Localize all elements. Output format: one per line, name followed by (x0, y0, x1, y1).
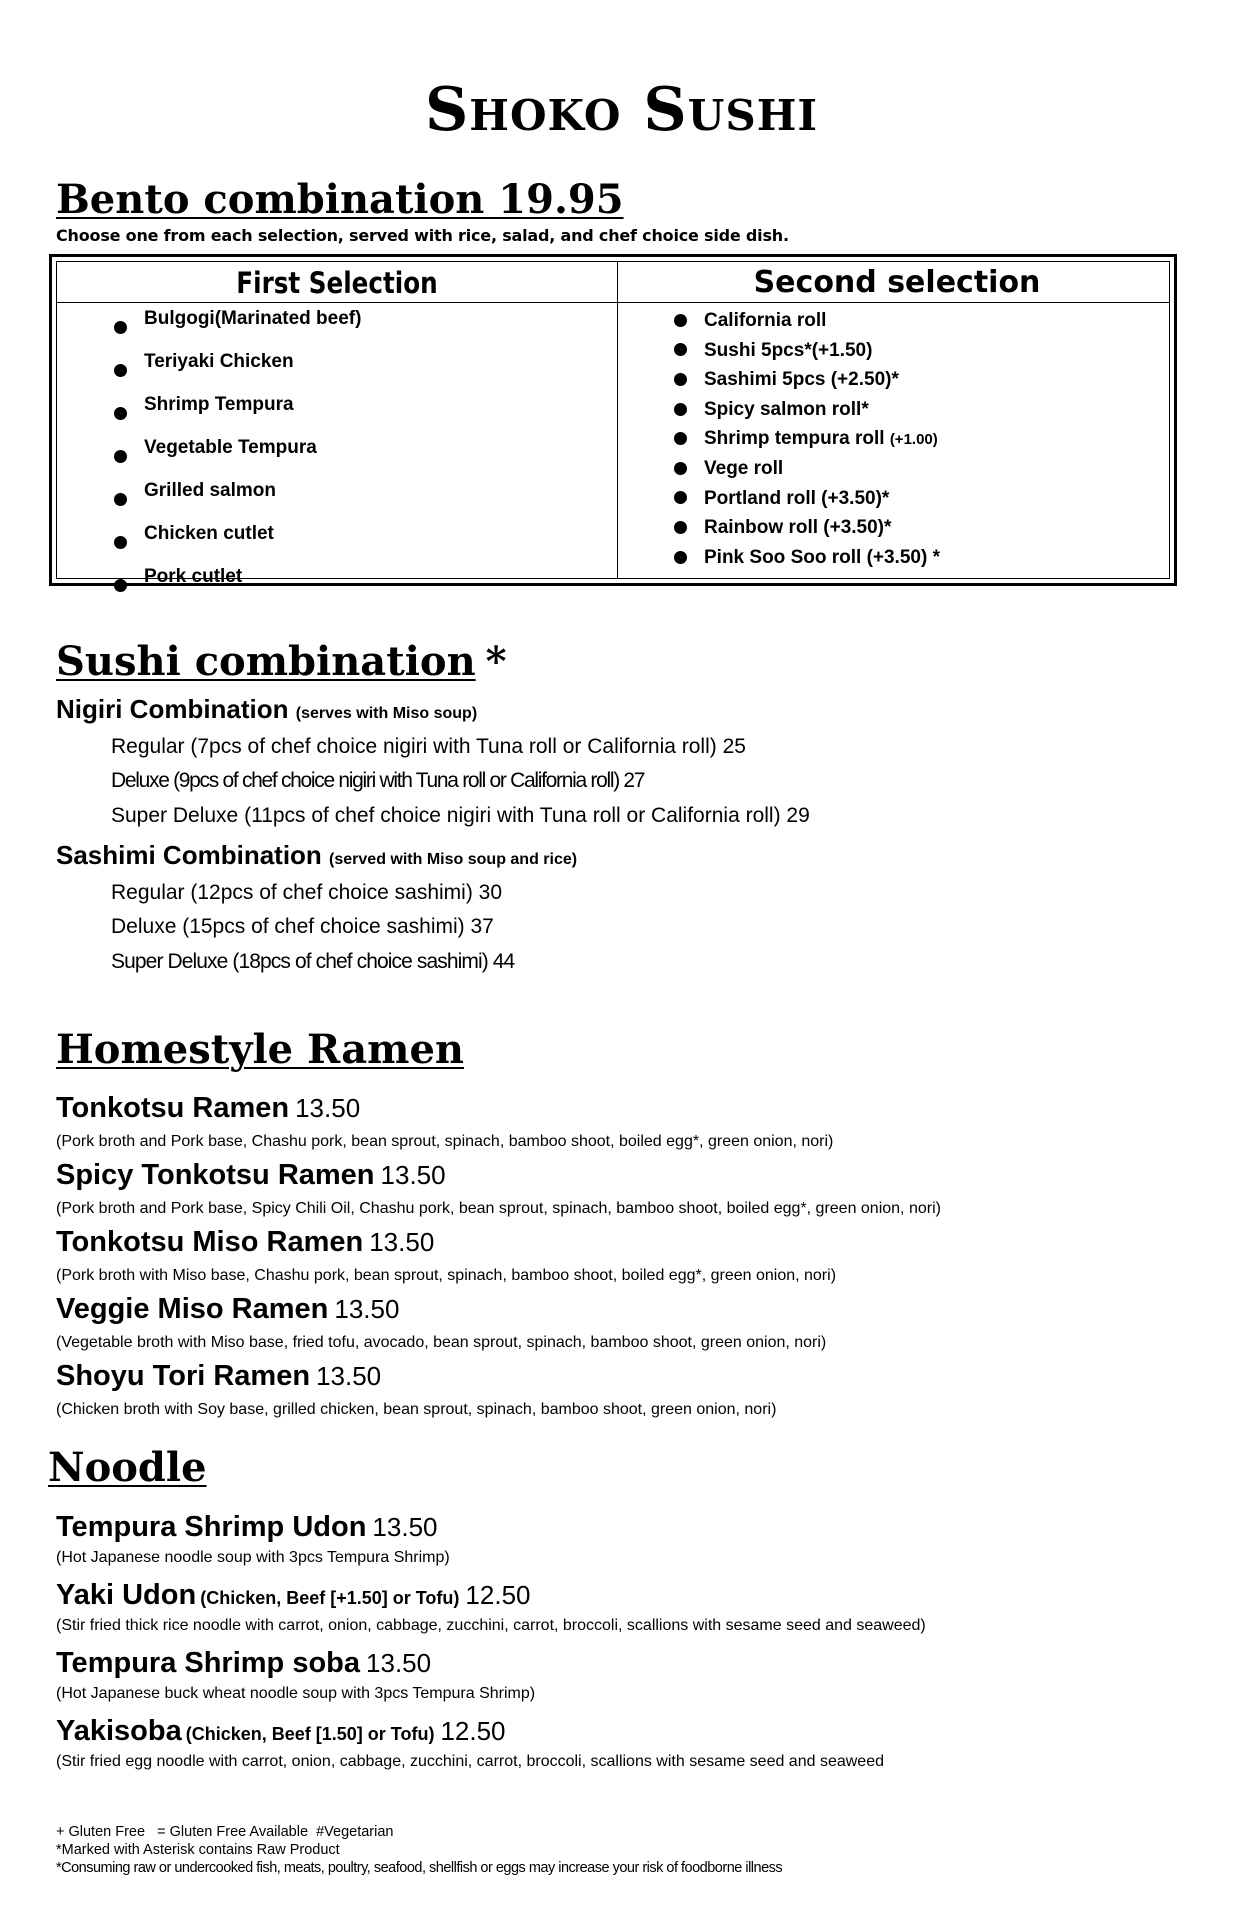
sashimi-deluxe: Deluxe (15pcs of chef choice sashimi) 37 (111, 915, 494, 938)
list-item: Vegetable Tempura (114, 435, 361, 478)
noodle-item-name: Tempura Shrimp soba 13.50 (56, 1647, 432, 1679)
list-item: Bulgogi(Marinated beef) (114, 306, 361, 349)
sashimi-regular: Regular (12pcs of chef choice sashimi) 30 (111, 881, 503, 904)
second-selection-title: Second selection (753, 265, 1041, 300)
price: 13.50 (334, 1294, 400, 1324)
price-modifier: (+1.00) (889, 431, 938, 449)
list-item: Grilled salmon (114, 478, 361, 521)
list-item: Pink Soo Soo roll (+3.50) * (674, 543, 940, 573)
noodle-item-name: Tempura Shrimp Udon 13.50 (56, 1511, 438, 1543)
footer-raw-note: *Marked with Asterisk contains Raw Product (56, 1842, 340, 1858)
noodle-item-name: Yakisoba (Chicken, Beef [1.50] or Tofu) 12.50 (56, 1715, 506, 1747)
noodle-item-name: Yaki Udon (Chicken, Beef [+1.50] or Tofu) 12.50 (56, 1579, 531, 1611)
bento-table (49, 254, 1177, 586)
price: 12.50 (440, 1716, 506, 1746)
table-column-divider (617, 262, 618, 578)
first-selection-title: First Selection (236, 266, 438, 300)
price: 13.50 (366, 1648, 432, 1678)
ramen-item-name: Veggie Miso Ramen 13.50 (56, 1293, 400, 1325)
ramen-item-name: Spicy Tonkotsu Ramen 13.50 (56, 1159, 446, 1191)
footer-warning: *Consuming raw or undercooked fish, meats, poultry, seafood, shellfish or eggs may increase your risk of foodborne illness (56, 1860, 783, 1876)
ramen-item-name: Tonkotsu Miso Ramen 13.50 (56, 1226, 435, 1258)
list-item: Portland roll (+3.50)* (674, 484, 940, 514)
first-selection-list (114, 306, 361, 607)
nigiri-super-deluxe: Super Deluxe (11pcs of chef choice nigiri with Tuna roll or California roll) 29 (111, 804, 810, 827)
sushi-heading: Sushi combination * (56, 638, 507, 685)
list-item: Vege roll (674, 454, 940, 484)
list-item: Sashimi 5pcs (+2.50)* (674, 365, 940, 395)
noodle-item-desc: (Hot Japanese noodle soup with 3pcs Tempura Shrimp) (56, 1549, 450, 1566)
noodle-item-desc: (Stir fried egg noodle with carrot, onion, cabbage, zucchini, carrot, broccoli, scallions with sesame seed and seaweed (56, 1753, 884, 1770)
footer-legend: + Gluten Free = Gluten Free Available #Vegetarian (56, 1824, 394, 1840)
price: 13.50 (316, 1361, 382, 1391)
noodle-item-desc: (Hot Japanese buck wheat noodle soup with 3pcs Tempura Shrimp) (56, 1685, 536, 1702)
list-item: Shrimp Tempura (114, 392, 361, 435)
noodle-heading: Noodle (48, 1444, 207, 1491)
sashimi-title: Sashimi Combination (served with Miso soup and rice) (56, 840, 578, 870)
ramen-item-name: Shoyu Tori Ramen 13.50 (56, 1360, 382, 1392)
ramen-item-desc: (Vegetable broth with Miso base, fried tofu, avocado, bean sprout, spinach, bamboo shoot, green onion, nori) (56, 1334, 827, 1351)
ramen-item-name: Tonkotsu Ramen 13.50 (56, 1092, 361, 1124)
list-item: Rainbow roll (+3.50)* (674, 513, 940, 543)
nigiri-note: (serves with Miso soup) (295, 705, 478, 722)
table-header-divider (57, 302, 1169, 303)
price: 13.50 (369, 1227, 435, 1257)
list-item: Sushi 5pcs*(+1.50) (674, 336, 940, 366)
restaurant-title: Shoko Sushi (424, 75, 819, 145)
noodle-item-desc: (Stir fried thick rice noodle with carrot, onion, cabbage, zucchini, carrot, broccoli, scallions with sesame seed and seaweed) (56, 1617, 926, 1634)
ramen-item-desc: (Chicken broth with Soy base, grilled chicken, bean sprout, spinach, bamboo shoot, green onion, nori) (56, 1401, 777, 1418)
price: 13.50 (372, 1512, 438, 1542)
nigiri-deluxe: Deluxe (9pcs of chef choice nigiri with Tuna roll or California roll) 27 (111, 769, 645, 792)
price: 13.50 (380, 1160, 446, 1190)
price: 12.50 (465, 1580, 531, 1610)
nigiri-regular: Regular (7pcs of chef choice nigiri with Tuna roll or California roll) 25 (111, 735, 746, 758)
sashimi-note: (served with Miso soup and rice) (329, 851, 578, 868)
protein-options: (Chicken, Beef [1.50] or Tofu) (185, 1724, 435, 1744)
list-item: Shrimp tempura roll (+1.00) (674, 424, 940, 454)
protein-options: (Chicken, Beef [+1.50] or Tofu) (200, 1588, 460, 1608)
list-item: Teriyaki Chicken (114, 349, 361, 392)
bento-subtitle: Choose one from each selection, served with rice, salad, and chef choice side dish. (56, 226, 789, 245)
list-item: Chicken cutlet (114, 521, 361, 564)
ramen-item-desc: (Pork broth with Miso base, Chashu pork, bean sprout, spinach, bamboo shoot, boiled egg*, green onion, nori) (56, 1267, 837, 1284)
ramen-item-desc: (Pork broth and Pork base, Spicy Chili Oil, Chashu pork, bean sprout, spinach, bamboo shoot, boiled egg*, green onion, nori) (56, 1200, 941, 1217)
raw-marker: * (485, 638, 507, 685)
price: 13.50 (295, 1093, 361, 1123)
ramen-heading: Homestyle Ramen (56, 1026, 464, 1073)
ramen-item-desc: (Pork broth and Pork base, Chashu pork, bean sprout, spinach, bamboo shoot, boiled egg*, green onion, nori) (56, 1133, 834, 1150)
list-item: California roll (674, 306, 940, 336)
sashimi-super-deluxe: Super Deluxe (18pcs of chef choice sashimi) 44 (111, 950, 515, 973)
list-item: Spicy salmon roll* (674, 395, 940, 425)
bento-heading: Bento combination 19.95 (56, 176, 624, 223)
list-item: Pork cutlet (114, 564, 361, 607)
second-selection-list (674, 306, 940, 572)
nigiri-title: Nigiri Combination (serves with Miso soup) (56, 694, 478, 724)
